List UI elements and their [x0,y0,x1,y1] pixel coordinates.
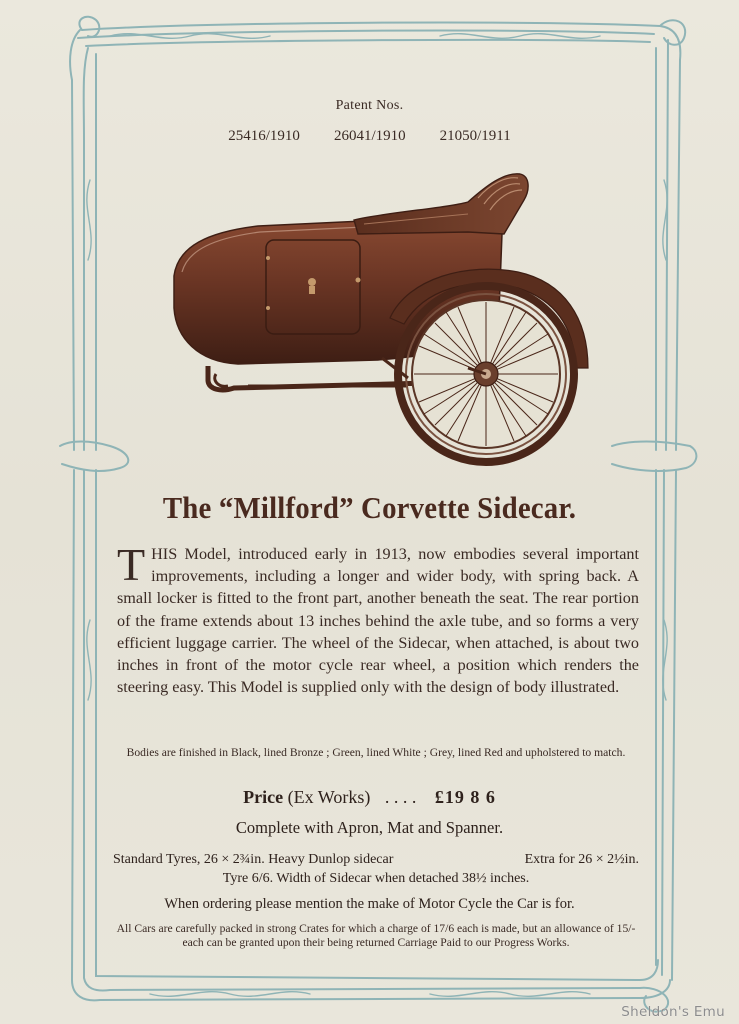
tyres-info [113,850,639,888]
price-label: Price [243,787,284,807]
price-qualifier: (Ex Works) [287,787,371,807]
ordering-note: When ordering please mention the make of Motor Cycle the Car is for. [164,896,575,912]
price-line [0,787,739,808]
patent-title: Patent Nos. [335,98,404,113]
tyre-width-line: Tyre 6/6. Width of Sidecar when detached 38½ inches. [222,871,530,886]
complete-with-line: Complete with Apron, Mat and Spanner. [235,818,504,837]
patent-number: 21050/1911 [439,128,511,144]
extra-tyres: Extra for 26 × 2½in. [524,852,639,867]
price-amount: £19 8 6 [434,787,496,807]
price-dots: . . . . [384,787,417,807]
sidecar-illustration [168,168,598,468]
packing-note: All Cars are carefully packed in strong Crates for which a charge of 17/6 each is made, but an allowance of 15/- each can be granted upon their being returned Carriage Paid to our Progress Works. [116,922,636,949]
description-text: HIS Model, introduced early in 1913, now embodies several important improvements, including a longer and wider body, with spring back. A small locker is fitted to the front part, another beneath the seat. The rear portion of the frame extends about 13 inches behind the axle tube, and so forms a very efficient luggage carrier. The wheel of the Sidecar, when attached, is about two inches in front of the motor cycle rear wheel, a position which renders the steering easy. This Model is supplied only with the design of body illustrated. [117,545,639,697]
watermark: Sheldon's Emu [621,1004,725,1020]
sidecar-heading: The “Millford” Corvette Sidecar. [162,490,577,525]
standard-tyres: Standard Tyres, 26 × 2¾in. Heavy Dunlop sidecar [113,852,394,867]
description-paragraph [117,539,639,698]
drop-cap: T [117,539,146,590]
patent-numbers [0,128,739,145]
patent-number: 25416/1910 [228,128,300,144]
patent-number: 26041/1910 [333,128,406,144]
finish-note: Bodies are finished in Black, lined Bronze ; Green, lined White ; Grey, lined Red and upholstered to match. [126,746,626,759]
